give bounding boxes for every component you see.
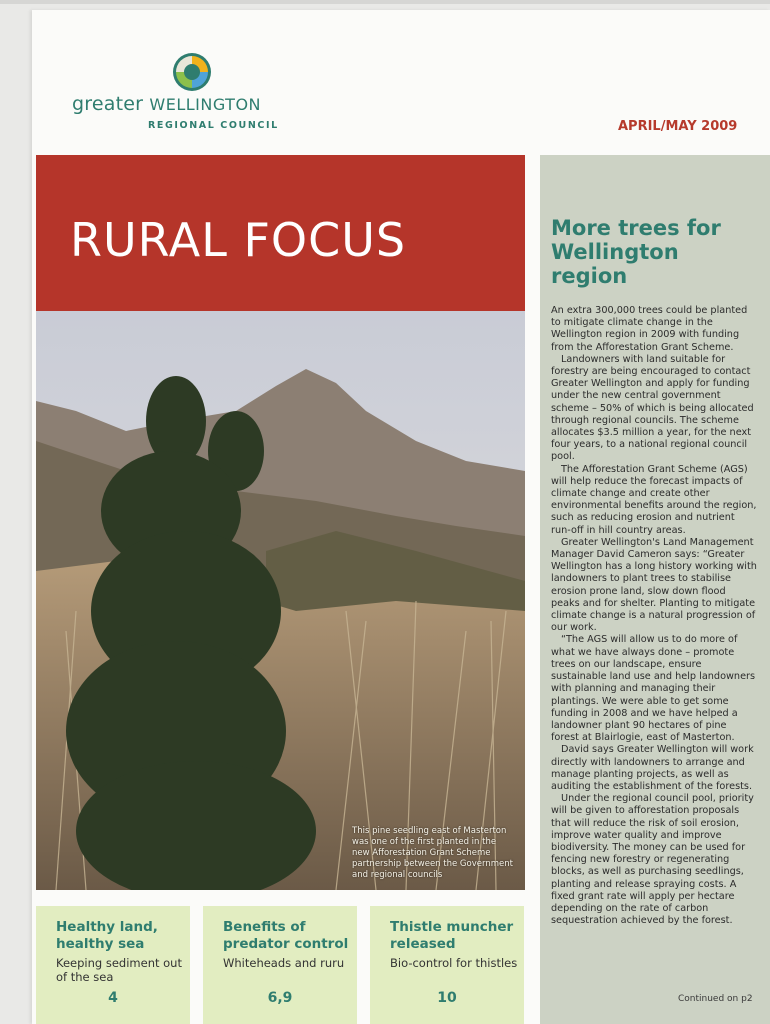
article-paragraph: An extra 300,000 trees could be planted to mitigate climate change in the Wellington region in 2009 with funding from the Afforestation Grant Scheme. <box>551 305 748 353</box>
org-name-upper: WELLINGTON <box>149 95 261 114</box>
title-banner <box>36 155 525 311</box>
teaser-predator-control[interactable] <box>203 906 357 1024</box>
article-title: More trees for Wellington region <box>551 216 721 288</box>
teaser-thistle-muncher[interactable] <box>370 906 524 1024</box>
spiral-logo-icon <box>172 52 212 92</box>
teaser-subtitle: Whiteheads and ruru <box>223 956 345 970</box>
teaser-title: Healthy land, healthy sea <box>56 919 158 952</box>
article-paragraph: The Afforestation Grant Scheme (AGS) will help reduce the forecast impacts of climate change and create other environmental benefits around the region, such as reducing erosion and nutrient run-off in hill country areas. <box>551 463 757 536</box>
masthead-title: RURAL FOCUS <box>70 213 407 267</box>
article-paragraph: “The AGS will allow us to do more of what we have always done – promote trees on our landscape, ensure sustainable land use and help landowners with planning and managing their plantings. We were able to get some funding in 2008 and we have helped a landowner plant 90 hectares of pine forest at Blairlogie, east of Masterton. <box>551 634 756 744</box>
cover-photo <box>36 311 525 890</box>
teaser-page-number: 10 <box>437 990 457 1006</box>
issue-date: APRIL/MAY 2009 <box>618 119 738 134</box>
teaser-healthy-land[interactable] <box>36 906 190 1024</box>
article-paragraph: Greater Wellington's Land Management Manager David Cameron says: “Greater Wellington has a long history working with landowners to plant trees to stabilise erosion prone land, slow down flood peaks and for shelter. Planting to mitigate climate change is a natural progression of our work. <box>551 536 757 634</box>
org-name-lower: greater <box>72 93 144 115</box>
article-body <box>551 305 757 927</box>
teaser-title: Benefits of predator control <box>223 919 349 952</box>
org-subtitle: REGIONAL COUNCIL <box>148 120 279 131</box>
article-paragraph: David says Greater Wellington will work directly with landowners to arrange and manage planting projects, as well as auditing the establishment of the forests. <box>551 744 754 792</box>
teaser-page-number: 6,9 <box>267 990 293 1006</box>
teaser-subtitle: Keeping sediment out of the sea <box>56 956 182 984</box>
teaser-page-number: 4 <box>108 990 118 1006</box>
continued-link[interactable]: Continued on p2 <box>678 994 753 1004</box>
teaser-subtitle: Bio-control for thistles <box>390 956 518 970</box>
org-name <box>72 93 261 115</box>
page-top-edge <box>0 0 770 4</box>
teaser-title: Thistle muncher released <box>390 919 514 952</box>
article-paragraph: Under the regional council pool, priority will be given to afforestation proposals that will reduce the risk of soil erosion, improve water quality and improve biodiversity. The money can be used for fencing new forestry or regenerating blocks, as well as purchasing seedlings, planting and release spraying costs. A fixed grant rate will apply per hectare depending on the rate of carbon sequestration achieved by the forest. <box>551 793 754 927</box>
article-paragraph: Landowners with land suitable for forestry are being encouraged to contact Greater Wellington and apply for funding under the new central government scheme – 50% of which is being allocated through regional councils. The scheme allocates $3.5 million a year, for the next four years, to a national regional council pool. <box>551 353 754 463</box>
photo-caption: This pine seedling east of Masterton was one of the first planted in the new Afforestation Grant Scheme partnership between the Government and regional councils <box>352 826 513 880</box>
